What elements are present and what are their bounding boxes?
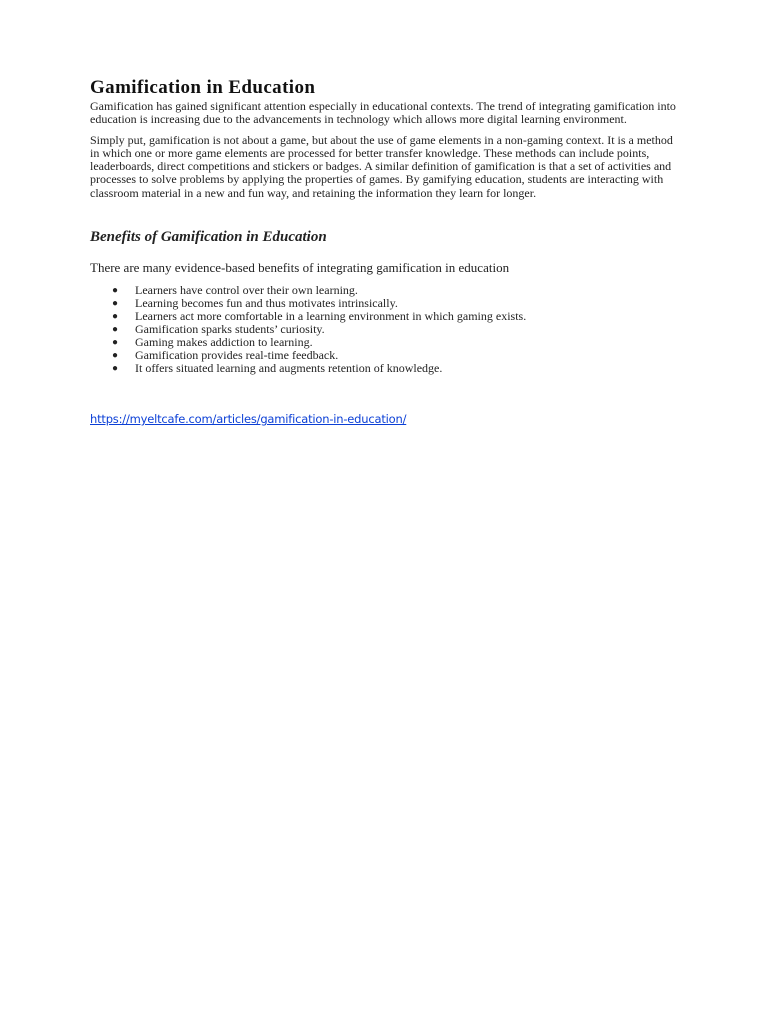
bullet-icon: ● — [112, 324, 119, 336]
benefits-list — [90, 284, 680, 375]
list-item-text: Gamification sparks students’ curiosity. — [135, 322, 325, 337]
list-item-text: Learning becomes fun and thus motivates intrinsically. — [135, 296, 398, 311]
benefits-intro: There are many evidence-based benefits of integrating gamification in education — [90, 260, 510, 276]
list-item-text: Learners have control over their own learning. — [135, 283, 358, 298]
bullet-icon: ● — [112, 363, 119, 375]
bullet-icon: ● — [112, 350, 119, 362]
list-item-text: Learners act more comfortable in a learning environment in which gaming exists. — [135, 309, 527, 324]
document-title: Gamification in Education — [90, 77, 316, 98]
bullet-icon: ● — [112, 285, 119, 297]
document-body — [90, 76, 680, 428]
bullet-icon: ● — [112, 337, 119, 349]
bullet-icon: ● — [112, 311, 119, 323]
list-item-text: Gaming makes addiction to learning. — [135, 335, 313, 350]
bullet-icon: ● — [112, 298, 119, 310]
list-item-text: It offers situated learning and augments retention of knowledge. — [135, 361, 443, 376]
paragraph-definition: Simply put, gamification is not about a game, but about the use of game elements in a non-gaming context. It is a method in which one or more game elements are processed for better transfer knowledge. These methods can include points, leaderboards, direct competitions and stickers or badges. A similar definition of gamification is that a set of activities and processes to solve problems by applying the properties of games. By gamifying education, students are interacting with classroom material in a new and fun way, and retaining the information they learn for longer. — [90, 132, 673, 200]
paragraph-intro: Gamification has gained significant attention especially in educational contexts. The trend of integrating gamification into education is increasing due to the advancements in technology which allows more digital learning environment. — [90, 99, 676, 127]
list-item-text: Gamification provides real-time feedback. — [135, 348, 339, 363]
list-item — [90, 362, 680, 375]
source-link[interactable]: https://myeltcafe.com/articles/gamification-in-education/ — [90, 412, 407, 427]
section-heading-benefits: Benefits of Gamification in Education — [90, 229, 327, 246]
